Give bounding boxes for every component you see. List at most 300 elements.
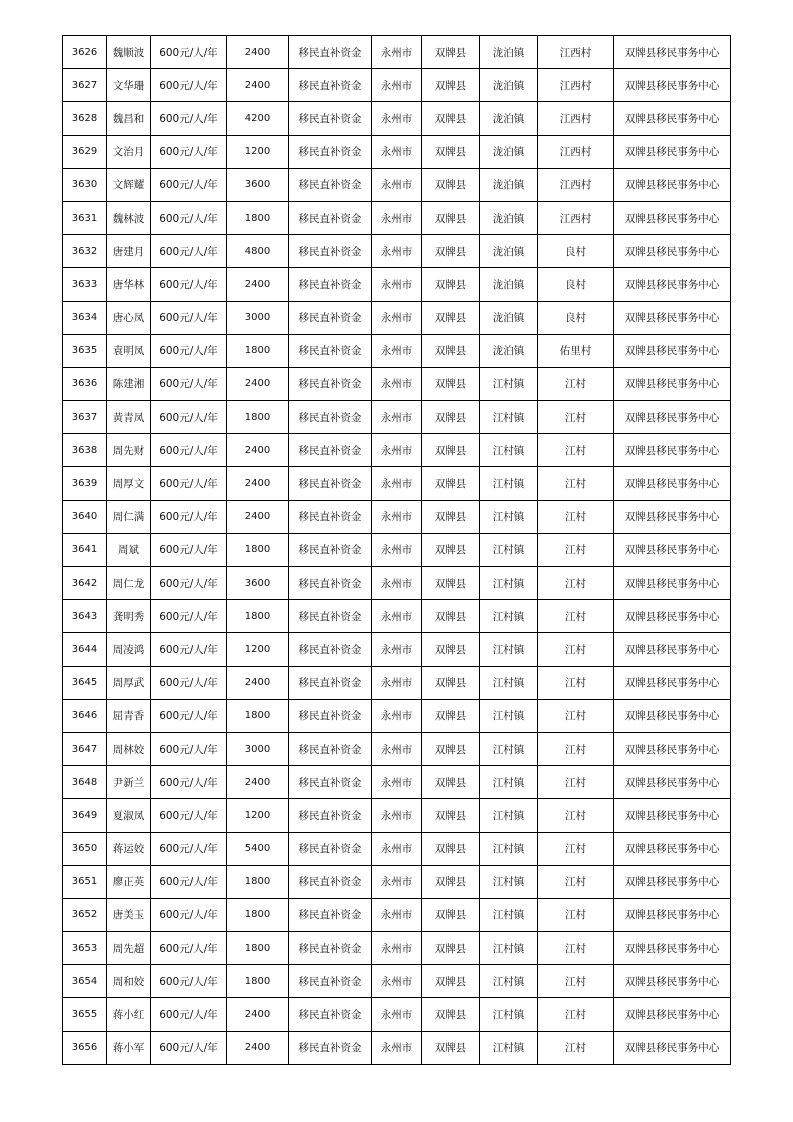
cell-city: 永州市 [372, 865, 422, 898]
cell-town: 江村镇 [480, 533, 538, 566]
cell-city: 永州市 [372, 1031, 422, 1064]
cell-county: 双牌县 [422, 832, 480, 865]
cell-subsidy-standard: 600元/人/年 [151, 367, 227, 400]
cell-recipient-name: 文治月 [107, 135, 151, 168]
cell-town: 江村镇 [480, 1031, 538, 1064]
cell-subsidy-amount: 2400 [227, 1031, 289, 1064]
cell-county: 双牌县 [422, 36, 480, 69]
cell-subsidy-amount: 1800 [227, 865, 289, 898]
cell-village: 江西村 [538, 36, 614, 69]
cell-recipient-name: 周厚武 [107, 666, 151, 699]
cell-city: 永州市 [372, 766, 422, 799]
cell-village: 江村 [538, 633, 614, 666]
table-row [63, 699, 731, 732]
cell-subsidy-standard: 600元/人/年 [151, 898, 227, 931]
cell-subsidy-standard: 600元/人/年 [151, 766, 227, 799]
cell-recipient-name: 魏顺波 [107, 36, 151, 69]
table-row [63, 932, 731, 965]
cell-serial-number: 3650 [63, 832, 107, 865]
cell-recipient-name: 周先财 [107, 434, 151, 467]
cell-subsidy-standard: 600元/人/年 [151, 932, 227, 965]
cell-village: 江西村 [538, 135, 614, 168]
cell-serial-number: 3648 [63, 766, 107, 799]
cell-subsidy-amount: 1800 [227, 401, 289, 434]
cell-subsidy-amount: 3000 [227, 301, 289, 334]
cell-fund-type: 移民直补资金 [289, 832, 372, 865]
cell-agency: 双牌县移民事务中心 [614, 965, 731, 998]
cell-fund-type: 移民直补资金 [289, 467, 372, 500]
cell-agency: 双牌县移民事务中心 [614, 633, 731, 666]
cell-subsidy-standard: 600元/人/年 [151, 965, 227, 998]
cell-serial-number: 3635 [63, 334, 107, 367]
cell-serial-number: 3633 [63, 268, 107, 301]
cell-recipient-name: 周和姣 [107, 965, 151, 998]
cell-recipient-name: 周仁龙 [107, 567, 151, 600]
cell-serial-number: 3631 [63, 201, 107, 234]
cell-subsidy-amount: 4800 [227, 235, 289, 268]
table-row [63, 500, 731, 533]
table-row [63, 69, 731, 102]
cell-serial-number: 3628 [63, 102, 107, 135]
cell-city: 永州市 [372, 268, 422, 301]
cell-subsidy-standard: 600元/人/年 [151, 69, 227, 102]
cell-county: 双牌县 [422, 766, 480, 799]
cell-fund-type: 移民直补资金 [289, 932, 372, 965]
cell-subsidy-standard: 600元/人/年 [151, 567, 227, 600]
table-row [63, 633, 731, 666]
cell-fund-type: 移民直补资金 [289, 699, 372, 732]
cell-recipient-name: 蒋小军 [107, 1031, 151, 1064]
table-row [63, 434, 731, 467]
cell-subsidy-amount: 4200 [227, 102, 289, 135]
table-row [63, 334, 731, 367]
table-row [63, 1031, 731, 1064]
table-row [63, 533, 731, 566]
cell-city: 永州市 [372, 467, 422, 500]
cell-village: 良村 [538, 235, 614, 268]
cell-agency: 双牌县移民事务中心 [614, 732, 731, 765]
cell-city: 永州市 [372, 69, 422, 102]
cell-serial-number: 3626 [63, 36, 107, 69]
cell-county: 双牌县 [422, 102, 480, 135]
cell-serial-number: 3645 [63, 666, 107, 699]
cell-subsidy-standard: 600元/人/年 [151, 334, 227, 367]
cell-county: 双牌县 [422, 135, 480, 168]
cell-town: 江村镇 [480, 766, 538, 799]
cell-subsidy-standard: 600元/人/年 [151, 832, 227, 865]
cell-subsidy-amount: 5400 [227, 832, 289, 865]
cell-subsidy-amount: 1800 [227, 334, 289, 367]
cell-fund-type: 移民直补资金 [289, 1031, 372, 1064]
cell-serial-number: 3647 [63, 732, 107, 765]
cell-serial-number: 3649 [63, 799, 107, 832]
cell-town: 江村镇 [480, 666, 538, 699]
cell-county: 双牌县 [422, 865, 480, 898]
cell-city: 永州市 [372, 799, 422, 832]
cell-town: 江村镇 [480, 965, 538, 998]
cell-subsidy-standard: 600元/人/年 [151, 301, 227, 334]
cell-serial-number: 3630 [63, 168, 107, 201]
cell-town: 江村镇 [480, 998, 538, 1031]
cell-subsidy-standard: 600元/人/年 [151, 1031, 227, 1064]
cell-agency: 双牌县移民事务中心 [614, 36, 731, 69]
cell-serial-number: 3634 [63, 301, 107, 334]
cell-city: 永州市 [372, 965, 422, 998]
cell-city: 永州市 [372, 699, 422, 732]
cell-agency: 双牌县移民事务中心 [614, 201, 731, 234]
cell-subsidy-amount: 3600 [227, 567, 289, 600]
cell-subsidy-standard: 600元/人/年 [151, 732, 227, 765]
cell-serial-number: 3636 [63, 367, 107, 400]
cell-serial-number: 3629 [63, 135, 107, 168]
cell-serial-number: 3632 [63, 235, 107, 268]
cell-town: 江村镇 [480, 567, 538, 600]
cell-subsidy-amount: 2400 [227, 500, 289, 533]
cell-serial-number: 3651 [63, 865, 107, 898]
cell-village: 江村 [538, 965, 614, 998]
cell-county: 双牌县 [422, 898, 480, 931]
cell-serial-number: 3639 [63, 467, 107, 500]
cell-county: 双牌县 [422, 799, 480, 832]
cell-agency: 双牌县移民事务中心 [614, 766, 731, 799]
cell-county: 双牌县 [422, 533, 480, 566]
cell-subsidy-standard: 600元/人/年 [151, 799, 227, 832]
cell-city: 永州市 [372, 600, 422, 633]
cell-village: 江西村 [538, 102, 614, 135]
cell-town: 江村镇 [480, 633, 538, 666]
cell-recipient-name: 周厚文 [107, 467, 151, 500]
cell-agency: 双牌县移民事务中心 [614, 268, 731, 301]
cell-fund-type: 移民直补资金 [289, 69, 372, 102]
cell-fund-type: 移民直补资金 [289, 401, 372, 434]
cell-subsidy-standard: 600元/人/年 [151, 633, 227, 666]
cell-fund-type: 移民直补资金 [289, 732, 372, 765]
cell-subsidy-standard: 600元/人/年 [151, 666, 227, 699]
cell-county: 双牌县 [422, 401, 480, 434]
cell-subsidy-amount: 1800 [227, 600, 289, 633]
cell-city: 永州市 [372, 500, 422, 533]
subsidy-table [62, 35, 731, 1065]
cell-village: 江村 [538, 401, 614, 434]
cell-city: 永州市 [372, 201, 422, 234]
cell-fund-type: 移民直补资金 [289, 533, 372, 566]
cell-serial-number: 3641 [63, 533, 107, 566]
cell-subsidy-standard: 600元/人/年 [151, 102, 227, 135]
cell-recipient-name: 黄青凤 [107, 401, 151, 434]
cell-subsidy-amount: 2400 [227, 69, 289, 102]
cell-recipient-name: 周林姣 [107, 732, 151, 765]
cell-recipient-name: 周仁满 [107, 500, 151, 533]
cell-recipient-name: 魏昌和 [107, 102, 151, 135]
cell-fund-type: 移民直补资金 [289, 600, 372, 633]
cell-agency: 双牌县移民事务中心 [614, 998, 731, 1031]
cell-agency: 双牌县移民事务中心 [614, 832, 731, 865]
cell-subsidy-standard: 600元/人/年 [151, 401, 227, 434]
table-row [63, 401, 731, 434]
cell-agency: 双牌县移民事务中心 [614, 567, 731, 600]
cell-county: 双牌县 [422, 301, 480, 334]
cell-village: 江村 [538, 865, 614, 898]
cell-village: 良村 [538, 268, 614, 301]
table-row [63, 201, 731, 234]
cell-recipient-name: 廖正英 [107, 865, 151, 898]
cell-agency: 双牌县移民事务中心 [614, 799, 731, 832]
cell-county: 双牌县 [422, 201, 480, 234]
cell-city: 永州市 [372, 898, 422, 931]
cell-town: 泷泊镇 [480, 235, 538, 268]
cell-village: 江村 [538, 766, 614, 799]
cell-city: 永州市 [372, 135, 422, 168]
cell-town: 江村镇 [480, 898, 538, 931]
cell-county: 双牌县 [422, 567, 480, 600]
cell-agency: 双牌县移民事务中心 [614, 334, 731, 367]
cell-subsidy-amount: 1200 [227, 633, 289, 666]
table-row [63, 965, 731, 998]
cell-fund-type: 移民直补资金 [289, 168, 372, 201]
cell-village: 江村 [538, 898, 614, 931]
cell-fund-type: 移民直补资金 [289, 235, 372, 268]
cell-city: 永州市 [372, 533, 422, 566]
cell-village: 江村 [538, 467, 614, 500]
cell-county: 双牌县 [422, 69, 480, 102]
cell-recipient-name: 唐华林 [107, 268, 151, 301]
cell-recipient-name: 屈青香 [107, 699, 151, 732]
cell-county: 双牌县 [422, 434, 480, 467]
cell-city: 永州市 [372, 367, 422, 400]
cell-fund-type: 移民直补资金 [289, 36, 372, 69]
cell-town: 江村镇 [480, 799, 538, 832]
cell-county: 双牌县 [422, 1031, 480, 1064]
cell-subsidy-amount: 1800 [227, 699, 289, 732]
cell-agency: 双牌县移民事务中心 [614, 401, 731, 434]
cell-agency: 双牌县移民事务中心 [614, 367, 731, 400]
cell-city: 永州市 [372, 301, 422, 334]
table-row [63, 766, 731, 799]
cell-village: 江村 [538, 699, 614, 732]
table-row [63, 36, 731, 69]
cell-recipient-name: 蒋小红 [107, 998, 151, 1031]
cell-village: 江西村 [538, 69, 614, 102]
cell-fund-type: 移民直补资金 [289, 367, 372, 400]
cell-city: 永州市 [372, 434, 422, 467]
cell-town: 江村镇 [480, 434, 538, 467]
cell-village: 江村 [538, 533, 614, 566]
cell-serial-number: 3643 [63, 600, 107, 633]
cell-recipient-name: 周斌 [107, 533, 151, 566]
cell-county: 双牌县 [422, 168, 480, 201]
cell-fund-type: 移民直补资金 [289, 898, 372, 931]
cell-town: 江村镇 [480, 401, 538, 434]
cell-city: 永州市 [372, 235, 422, 268]
cell-village: 江村 [538, 367, 614, 400]
cell-fund-type: 移民直补资金 [289, 334, 372, 367]
cell-fund-type: 移民直补资金 [289, 102, 372, 135]
table-row [63, 998, 731, 1031]
cell-recipient-name: 蒋运姣 [107, 832, 151, 865]
cell-subsidy-amount: 1800 [227, 201, 289, 234]
cell-serial-number: 3652 [63, 898, 107, 931]
cell-town: 江村镇 [480, 467, 538, 500]
cell-town: 江村镇 [480, 832, 538, 865]
cell-town: 泷泊镇 [480, 102, 538, 135]
cell-subsidy-standard: 600元/人/年 [151, 998, 227, 1031]
cell-recipient-name: 文华珊 [107, 69, 151, 102]
cell-subsidy-standard: 600元/人/年 [151, 600, 227, 633]
cell-subsidy-amount: 2400 [227, 367, 289, 400]
cell-fund-type: 移民直补资金 [289, 998, 372, 1031]
cell-recipient-name: 周凌鸿 [107, 633, 151, 666]
cell-agency: 双牌县移民事务中心 [614, 135, 731, 168]
cell-city: 永州市 [372, 633, 422, 666]
cell-agency: 双牌县移民事务中心 [614, 600, 731, 633]
table-row [63, 301, 731, 334]
cell-agency: 双牌县移民事务中心 [614, 500, 731, 533]
cell-subsidy-amount: 3600 [227, 168, 289, 201]
cell-city: 永州市 [372, 732, 422, 765]
cell-county: 双牌县 [422, 268, 480, 301]
cell-serial-number: 3653 [63, 932, 107, 965]
cell-recipient-name: 周先超 [107, 932, 151, 965]
cell-recipient-name: 尹新兰 [107, 766, 151, 799]
cell-agency: 双牌县移民事务中心 [614, 301, 731, 334]
cell-village: 江村 [538, 1031, 614, 1064]
table-body [63, 36, 731, 1065]
cell-town: 江村镇 [480, 699, 538, 732]
cell-serial-number: 3638 [63, 434, 107, 467]
cell-subsidy-standard: 600元/人/年 [151, 36, 227, 69]
cell-city: 永州市 [372, 832, 422, 865]
table-row [63, 235, 731, 268]
cell-town: 江村镇 [480, 865, 538, 898]
cell-agency: 双牌县移民事务中心 [614, 69, 731, 102]
cell-subsidy-standard: 600元/人/年 [151, 235, 227, 268]
cell-agency: 双牌县移民事务中心 [614, 865, 731, 898]
cell-county: 双牌县 [422, 633, 480, 666]
cell-city: 永州市 [372, 102, 422, 135]
cell-village: 江村 [538, 732, 614, 765]
cell-county: 双牌县 [422, 467, 480, 500]
table-row [63, 367, 731, 400]
cell-agency: 双牌县移民事务中心 [614, 898, 731, 931]
cell-city: 永州市 [372, 666, 422, 699]
cell-fund-type: 移民直补资金 [289, 799, 372, 832]
cell-fund-type: 移民直补资金 [289, 301, 372, 334]
cell-recipient-name: 魏林波 [107, 201, 151, 234]
cell-town: 泷泊镇 [480, 168, 538, 201]
table-row [63, 567, 731, 600]
table-row [63, 600, 731, 633]
cell-serial-number: 3654 [63, 965, 107, 998]
cell-subsidy-standard: 600元/人/年 [151, 434, 227, 467]
cell-county: 双牌县 [422, 235, 480, 268]
cell-serial-number: 3627 [63, 69, 107, 102]
cell-town: 泷泊镇 [480, 301, 538, 334]
cell-subsidy-amount: 1200 [227, 135, 289, 168]
table-row [63, 865, 731, 898]
cell-subsidy-amount: 1800 [227, 965, 289, 998]
cell-subsidy-amount: 2400 [227, 998, 289, 1031]
cell-fund-type: 移民直补资金 [289, 965, 372, 998]
cell-recipient-name: 龚明秀 [107, 600, 151, 633]
cell-county: 双牌县 [422, 500, 480, 533]
table-row [63, 666, 731, 699]
cell-town: 江村镇 [480, 932, 538, 965]
cell-county: 双牌县 [422, 932, 480, 965]
cell-fund-type: 移民直补资金 [289, 434, 372, 467]
cell-subsidy-standard: 600元/人/年 [151, 201, 227, 234]
cell-agency: 双牌县移民事务中心 [614, 102, 731, 135]
table-row [63, 467, 731, 500]
cell-agency: 双牌县移民事务中心 [614, 434, 731, 467]
cell-village: 江村 [538, 799, 614, 832]
cell-county: 双牌县 [422, 334, 480, 367]
cell-agency: 双牌县移民事务中心 [614, 699, 731, 732]
cell-subsidy-standard: 600元/人/年 [151, 500, 227, 533]
cell-subsidy-amount: 1800 [227, 932, 289, 965]
cell-fund-type: 移民直补资金 [289, 865, 372, 898]
cell-serial-number: 3640 [63, 500, 107, 533]
cell-city: 永州市 [372, 567, 422, 600]
cell-subsidy-amount: 2400 [227, 766, 289, 799]
table-row [63, 268, 731, 301]
cell-town: 泷泊镇 [480, 334, 538, 367]
cell-recipient-name: 陈建湘 [107, 367, 151, 400]
cell-town: 江村镇 [480, 500, 538, 533]
cell-serial-number: 3655 [63, 998, 107, 1031]
cell-agency: 双牌县移民事务中心 [614, 1031, 731, 1064]
cell-recipient-name: 文辉耀 [107, 168, 151, 201]
cell-recipient-name: 夏淑凤 [107, 799, 151, 832]
table-row [63, 898, 731, 931]
cell-fund-type: 移民直补资金 [289, 633, 372, 666]
cell-agency: 双牌县移民事务中心 [614, 168, 731, 201]
cell-subsidy-standard: 600元/人/年 [151, 168, 227, 201]
cell-subsidy-standard: 600元/人/年 [151, 268, 227, 301]
cell-city: 永州市 [372, 334, 422, 367]
cell-town: 泷泊镇 [480, 69, 538, 102]
cell-recipient-name: 袁明凤 [107, 334, 151, 367]
cell-village: 江村 [538, 500, 614, 533]
cell-village: 江村 [538, 832, 614, 865]
cell-serial-number: 3642 [63, 567, 107, 600]
cell-fund-type: 移民直补资金 [289, 201, 372, 234]
cell-subsidy-amount: 2400 [227, 467, 289, 500]
cell-village: 江西村 [538, 201, 614, 234]
cell-county: 双牌县 [422, 699, 480, 732]
cell-serial-number: 3646 [63, 699, 107, 732]
cell-fund-type: 移民直补资金 [289, 766, 372, 799]
cell-serial-number: 3644 [63, 633, 107, 666]
cell-village: 江村 [538, 998, 614, 1031]
cell-city: 永州市 [372, 998, 422, 1031]
cell-fund-type: 移民直补资金 [289, 567, 372, 600]
table-row [63, 799, 731, 832]
cell-subsidy-standard: 600元/人/年 [151, 699, 227, 732]
cell-town: 泷泊镇 [480, 268, 538, 301]
cell-city: 永州市 [372, 932, 422, 965]
cell-village: 江村 [538, 600, 614, 633]
cell-fund-type: 移民直补资金 [289, 500, 372, 533]
cell-town: 泷泊镇 [480, 201, 538, 234]
cell-serial-number: 3656 [63, 1031, 107, 1064]
cell-subsidy-amount: 1200 [227, 799, 289, 832]
table-row [63, 732, 731, 765]
cell-town: 泷泊镇 [480, 36, 538, 69]
cell-subsidy-standard: 600元/人/年 [151, 533, 227, 566]
cell-subsidy-amount: 2400 [227, 666, 289, 699]
cell-county: 双牌县 [422, 666, 480, 699]
table-row [63, 135, 731, 168]
